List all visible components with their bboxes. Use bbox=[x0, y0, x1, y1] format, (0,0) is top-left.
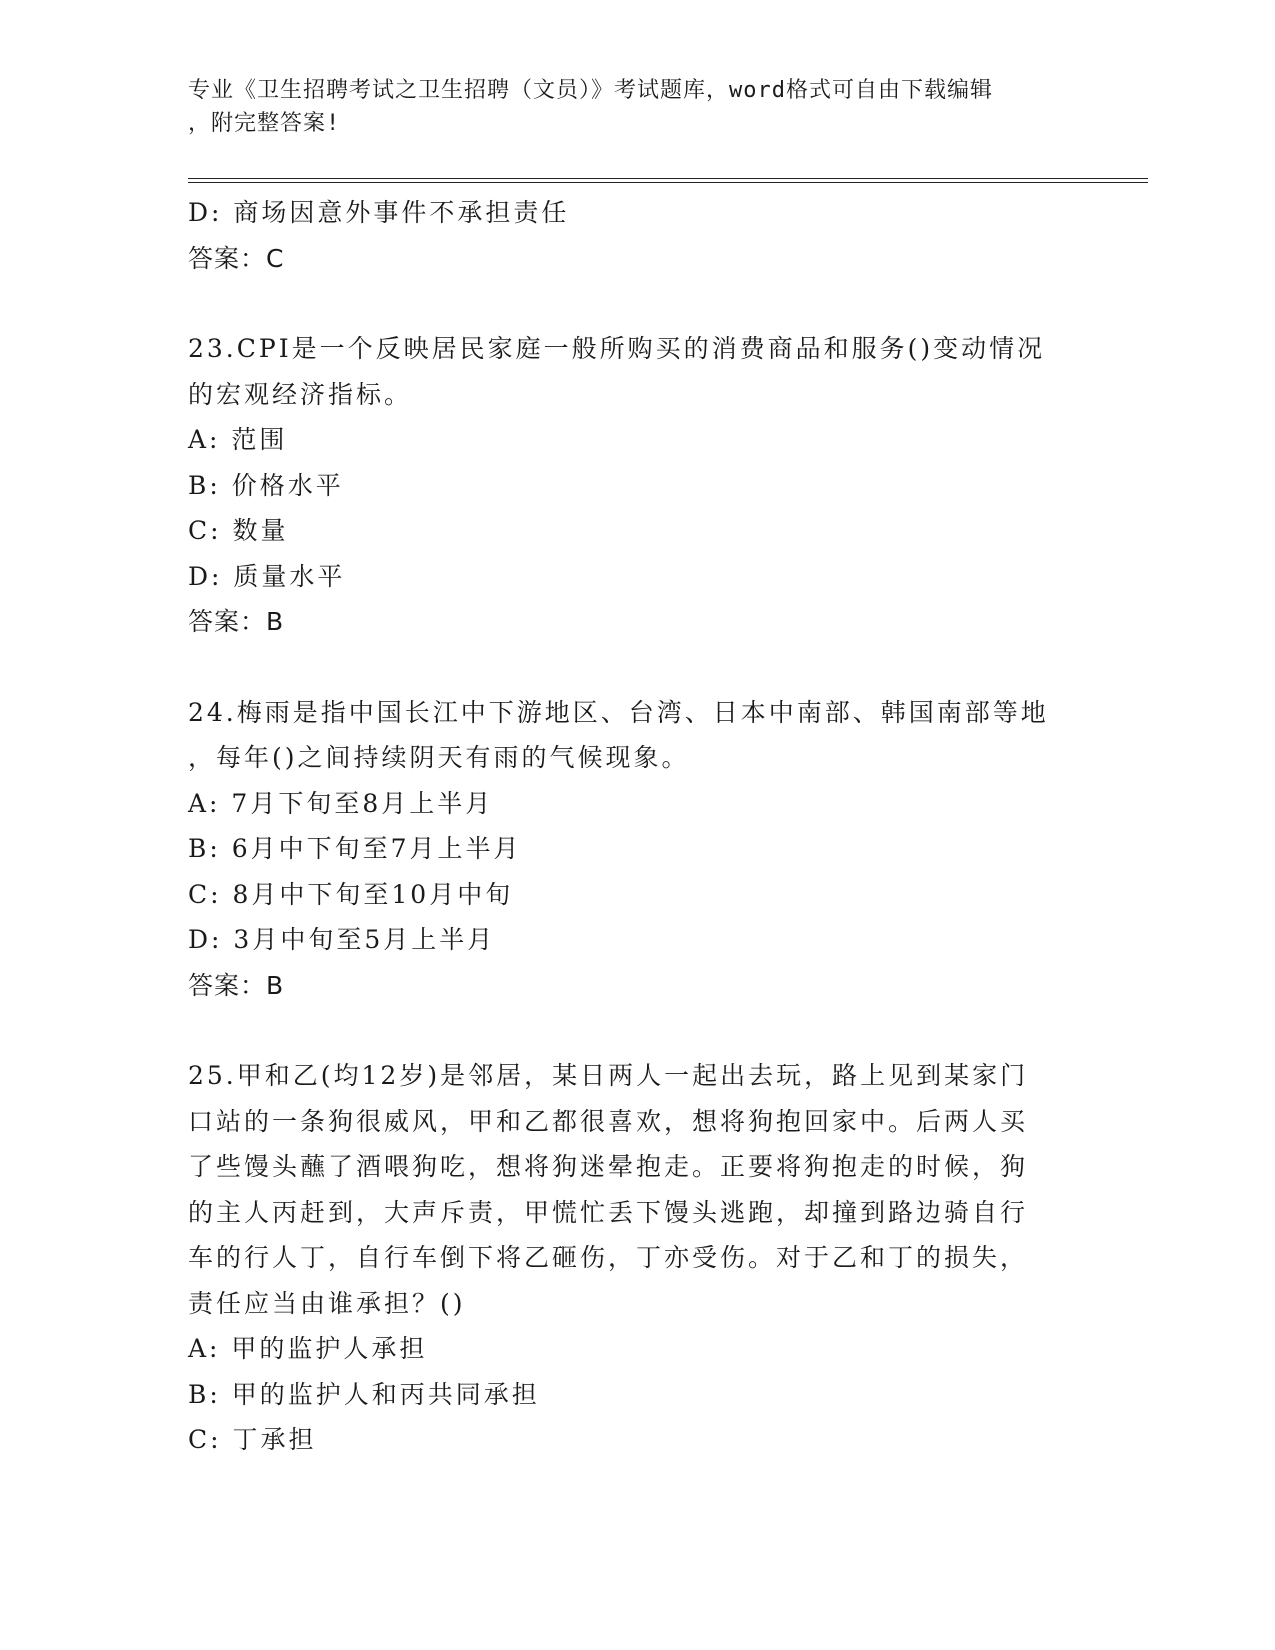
question-25-option-a: A: 甲的监护人承担 bbox=[188, 1334, 428, 1363]
question-25-stem-line-4: 的主人丙赶到，大声斥责，甲慌忙丢下馒头逃跑，却撞到路边骑自行 bbox=[188, 1197, 1029, 1227]
question-24-option-c: C: 8月中下旬至10月中旬 bbox=[188, 879, 514, 909]
question-24-option-d: D: 3月中旬至5月上半月 bbox=[188, 925, 496, 954]
question-24-option-a: A: 7月下旬至8月上半月 bbox=[188, 788, 494, 818]
prev-option-d: D: 商场因意外事件不承担责任 bbox=[188, 198, 570, 227]
question-24 bbox=[188, 690, 1088, 1009]
question-24-stem-line-1: 24.梅雨是指中国长江中下游地区、台湾、日本中南部、韩国南部等地 bbox=[188, 697, 1049, 727]
question-25-option-c: C: 丁承担 bbox=[188, 1425, 317, 1454]
question-25-stem-line-5: 车的行人丁，自行车倒下将乙砸伤，丁亦受伤。对于乙和丁的损失， bbox=[188, 1243, 1029, 1272]
question-25-stem-line-3: 了些馒头蘸了酒喂狗吃，想将狗迷晕抱走。正要将狗抱走的时候，狗 bbox=[188, 1152, 1029, 1181]
question-23-option-a: A: 范围 bbox=[188, 425, 288, 454]
question-25-stem-line-1: 25.甲和乙(均12岁)是邻居，某日两人一起出去玩，路上见到某家门 bbox=[188, 1061, 1029, 1090]
header-line-1: 专业《卫生招聘考试之卫生招聘（文员）》考试题库，word格式可自由下载编辑 bbox=[188, 78, 993, 103]
question-23-option-b: B: 价格水平 bbox=[188, 470, 344, 500]
prev-answer: 答案：C bbox=[188, 243, 285, 273]
question-24-stem-line-2: ，每年()之间持续阴天有雨的气候现象。 bbox=[188, 743, 690, 772]
question-23-stem-line-2: 的宏观经济指标。 bbox=[188, 379, 413, 409]
question-25-stem-line-2: 口站的一条狗很威风，甲和乙都很喜欢，想将狗抱回家中。后两人买 bbox=[188, 1106, 1029, 1136]
document-header bbox=[188, 74, 1088, 140]
header-divider-bottom bbox=[188, 182, 1148, 183]
question-23-answer: 答案：B bbox=[188, 607, 285, 636]
question-25-option-b: B: 甲的监护人和丙共同承担 bbox=[188, 1379, 540, 1409]
question-25-stem-line-6: 责任应当由谁承担？() bbox=[188, 1288, 466, 1318]
question-23 bbox=[188, 326, 1088, 645]
question-25 bbox=[188, 1053, 1088, 1463]
question-24-answer: 答案：B bbox=[188, 970, 285, 1000]
question-23-option-c: C: 数量 bbox=[188, 516, 289, 545]
question-23-stem-line-1: 23.CPI是一个反映居民家庭一般所购买的消费商品和服务()变动情况 bbox=[188, 334, 1046, 363]
header-divider-top bbox=[188, 178, 1148, 179]
question-content bbox=[188, 190, 1088, 1463]
question-23-option-d: D: 质量水平 bbox=[188, 561, 346, 591]
header-line-2: ，附完整答案! bbox=[188, 111, 341, 136]
question-24-option-b: B: 6月中下旬至7月上半月 bbox=[188, 834, 522, 863]
